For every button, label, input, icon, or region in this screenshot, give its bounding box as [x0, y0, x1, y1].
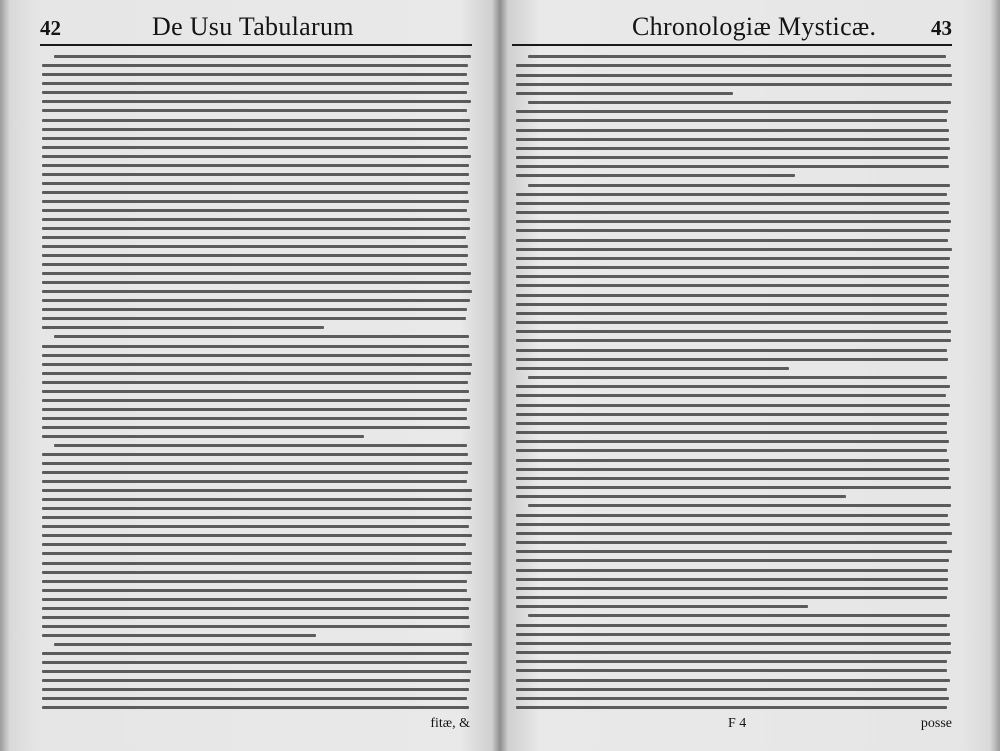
text-line [42, 706, 469, 709]
text-line [516, 706, 947, 709]
right-running-title: Chronologiæ Mysticæ. [632, 12, 877, 41]
text-line [42, 317, 466, 320]
text-line [42, 688, 469, 691]
text-line [516, 165, 949, 168]
text-line [516, 83, 952, 86]
text-line [516, 266, 949, 269]
text-line [42, 661, 467, 664]
text-line [516, 303, 947, 306]
text-line [516, 339, 951, 342]
right-page [500, 0, 1000, 751]
text-line [516, 119, 947, 122]
text-line [42, 236, 466, 239]
text-line [528, 184, 950, 187]
text-line [516, 193, 947, 196]
text-line [42, 64, 468, 67]
text-line [516, 330, 951, 333]
text-line [42, 372, 471, 375]
text-line [42, 326, 324, 329]
text-line [42, 345, 469, 348]
text-line [42, 299, 470, 302]
text-line [516, 275, 949, 278]
text-line [516, 559, 949, 562]
text-line [42, 155, 471, 158]
text-line [516, 669, 947, 672]
text-line [54, 335, 469, 338]
text-line [516, 349, 947, 352]
text-line [516, 321, 948, 324]
text-line [42, 354, 470, 357]
text-line [528, 55, 946, 58]
text-line [516, 110, 948, 113]
text-line [516, 129, 949, 132]
text-line [54, 643, 472, 646]
text-line [516, 147, 950, 150]
text-line [42, 308, 467, 311]
text-line [516, 385, 950, 388]
text-line [42, 227, 470, 230]
text-line [42, 137, 467, 140]
text-line [42, 426, 470, 429]
text-line [42, 589, 467, 592]
text-line [516, 174, 795, 177]
text-line [516, 468, 950, 471]
text-line [516, 284, 949, 287]
right-page-number: 43 [931, 16, 952, 40]
text-line [42, 525, 469, 528]
text-line [42, 254, 468, 257]
text-line [516, 138, 949, 141]
text-line [516, 358, 948, 361]
text-line [516, 229, 950, 232]
text-line [42, 245, 468, 248]
text-line [516, 514, 948, 517]
text-line [42, 571, 472, 574]
text-line [516, 569, 948, 572]
text-line [42, 109, 467, 112]
text-line [516, 449, 947, 452]
left-running-title: De Usu Tabularum [152, 12, 354, 41]
text-line [42, 173, 469, 176]
text-line [42, 697, 467, 700]
text-line [42, 363, 472, 366]
text-line [516, 688, 947, 691]
text-line [42, 417, 467, 420]
text-line [42, 634, 316, 637]
left-page-body [42, 52, 472, 712]
text-line [42, 272, 471, 275]
text-line [516, 697, 949, 700]
text-line [42, 390, 469, 393]
text-line [516, 404, 950, 407]
text-line [516, 312, 947, 315]
text-line [516, 578, 948, 581]
text-line [42, 462, 472, 465]
text-line [516, 367, 789, 370]
text-line [528, 101, 951, 104]
text-line [516, 651, 951, 654]
text-line [42, 489, 472, 492]
text-line [42, 552, 472, 555]
text-line [42, 516, 472, 519]
text-line [42, 200, 469, 203]
text-line [42, 263, 467, 266]
right-catchword: posse [920, 716, 952, 731]
text-line [516, 202, 950, 205]
text-line [42, 381, 468, 384]
text-line [42, 498, 472, 501]
text-line [516, 413, 949, 416]
text-line [516, 294, 949, 297]
text-line [42, 408, 467, 411]
text-line [528, 376, 947, 379]
text-line [42, 164, 469, 167]
text-line [516, 541, 947, 544]
text-line [516, 74, 952, 77]
left-page-number: 42 [40, 16, 61, 40]
text-line [516, 257, 950, 260]
text-line [516, 605, 808, 608]
text-line [516, 660, 947, 663]
text-line [516, 211, 949, 214]
text-line [516, 523, 950, 526]
text-line [516, 431, 947, 434]
text-line [516, 422, 947, 425]
text-line [42, 290, 472, 293]
right-page-body [516, 52, 952, 712]
text-line [516, 495, 846, 498]
text-line [42, 91, 467, 94]
text-line [42, 281, 470, 284]
text-line [42, 119, 470, 122]
text-line [42, 543, 466, 546]
text-line [516, 596, 947, 599]
text-line [516, 64, 951, 67]
text-line [516, 239, 948, 242]
text-line [516, 156, 948, 159]
right-page-header [512, 10, 952, 46]
text-line [516, 92, 733, 95]
right-signature: F 4 [728, 716, 747, 731]
text-line [42, 598, 471, 601]
text-line [42, 182, 470, 185]
text-line [42, 100, 471, 103]
text-line [528, 504, 951, 507]
text-line [42, 82, 469, 85]
text-line [42, 580, 467, 583]
text-line [516, 679, 950, 682]
text-line [42, 191, 468, 194]
text-line [42, 507, 471, 510]
text-line [516, 440, 949, 443]
text-line [516, 633, 950, 636]
text-line [516, 220, 951, 223]
text-line [516, 532, 952, 535]
text-line [42, 670, 471, 673]
text-line [42, 480, 467, 483]
text-line [42, 453, 468, 456]
text-line [42, 73, 467, 76]
text-line [42, 435, 364, 438]
text-line [42, 607, 469, 610]
text-line [42, 146, 468, 149]
text-line [42, 399, 470, 402]
text-line [516, 248, 952, 251]
text-line [516, 486, 951, 489]
text-line [54, 444, 467, 447]
text-line [516, 477, 949, 480]
text-line [42, 616, 469, 619]
text-line [42, 625, 470, 628]
left-catchword: fitæ, & [430, 716, 470, 731]
text-line [42, 534, 472, 537]
text-line [516, 642, 951, 645]
text-line [42, 562, 471, 565]
left-page-header [40, 10, 472, 46]
text-line [516, 550, 952, 553]
text-line [516, 459, 949, 462]
text-line [516, 394, 946, 397]
text-line [516, 587, 948, 590]
text-line [42, 128, 470, 131]
text-line [42, 471, 468, 474]
text-line [42, 218, 470, 221]
text-line [528, 614, 950, 617]
text-line [54, 55, 471, 58]
text-line [42, 209, 467, 212]
text-line [42, 652, 469, 655]
text-line [516, 624, 947, 627]
text-line [42, 679, 470, 682]
